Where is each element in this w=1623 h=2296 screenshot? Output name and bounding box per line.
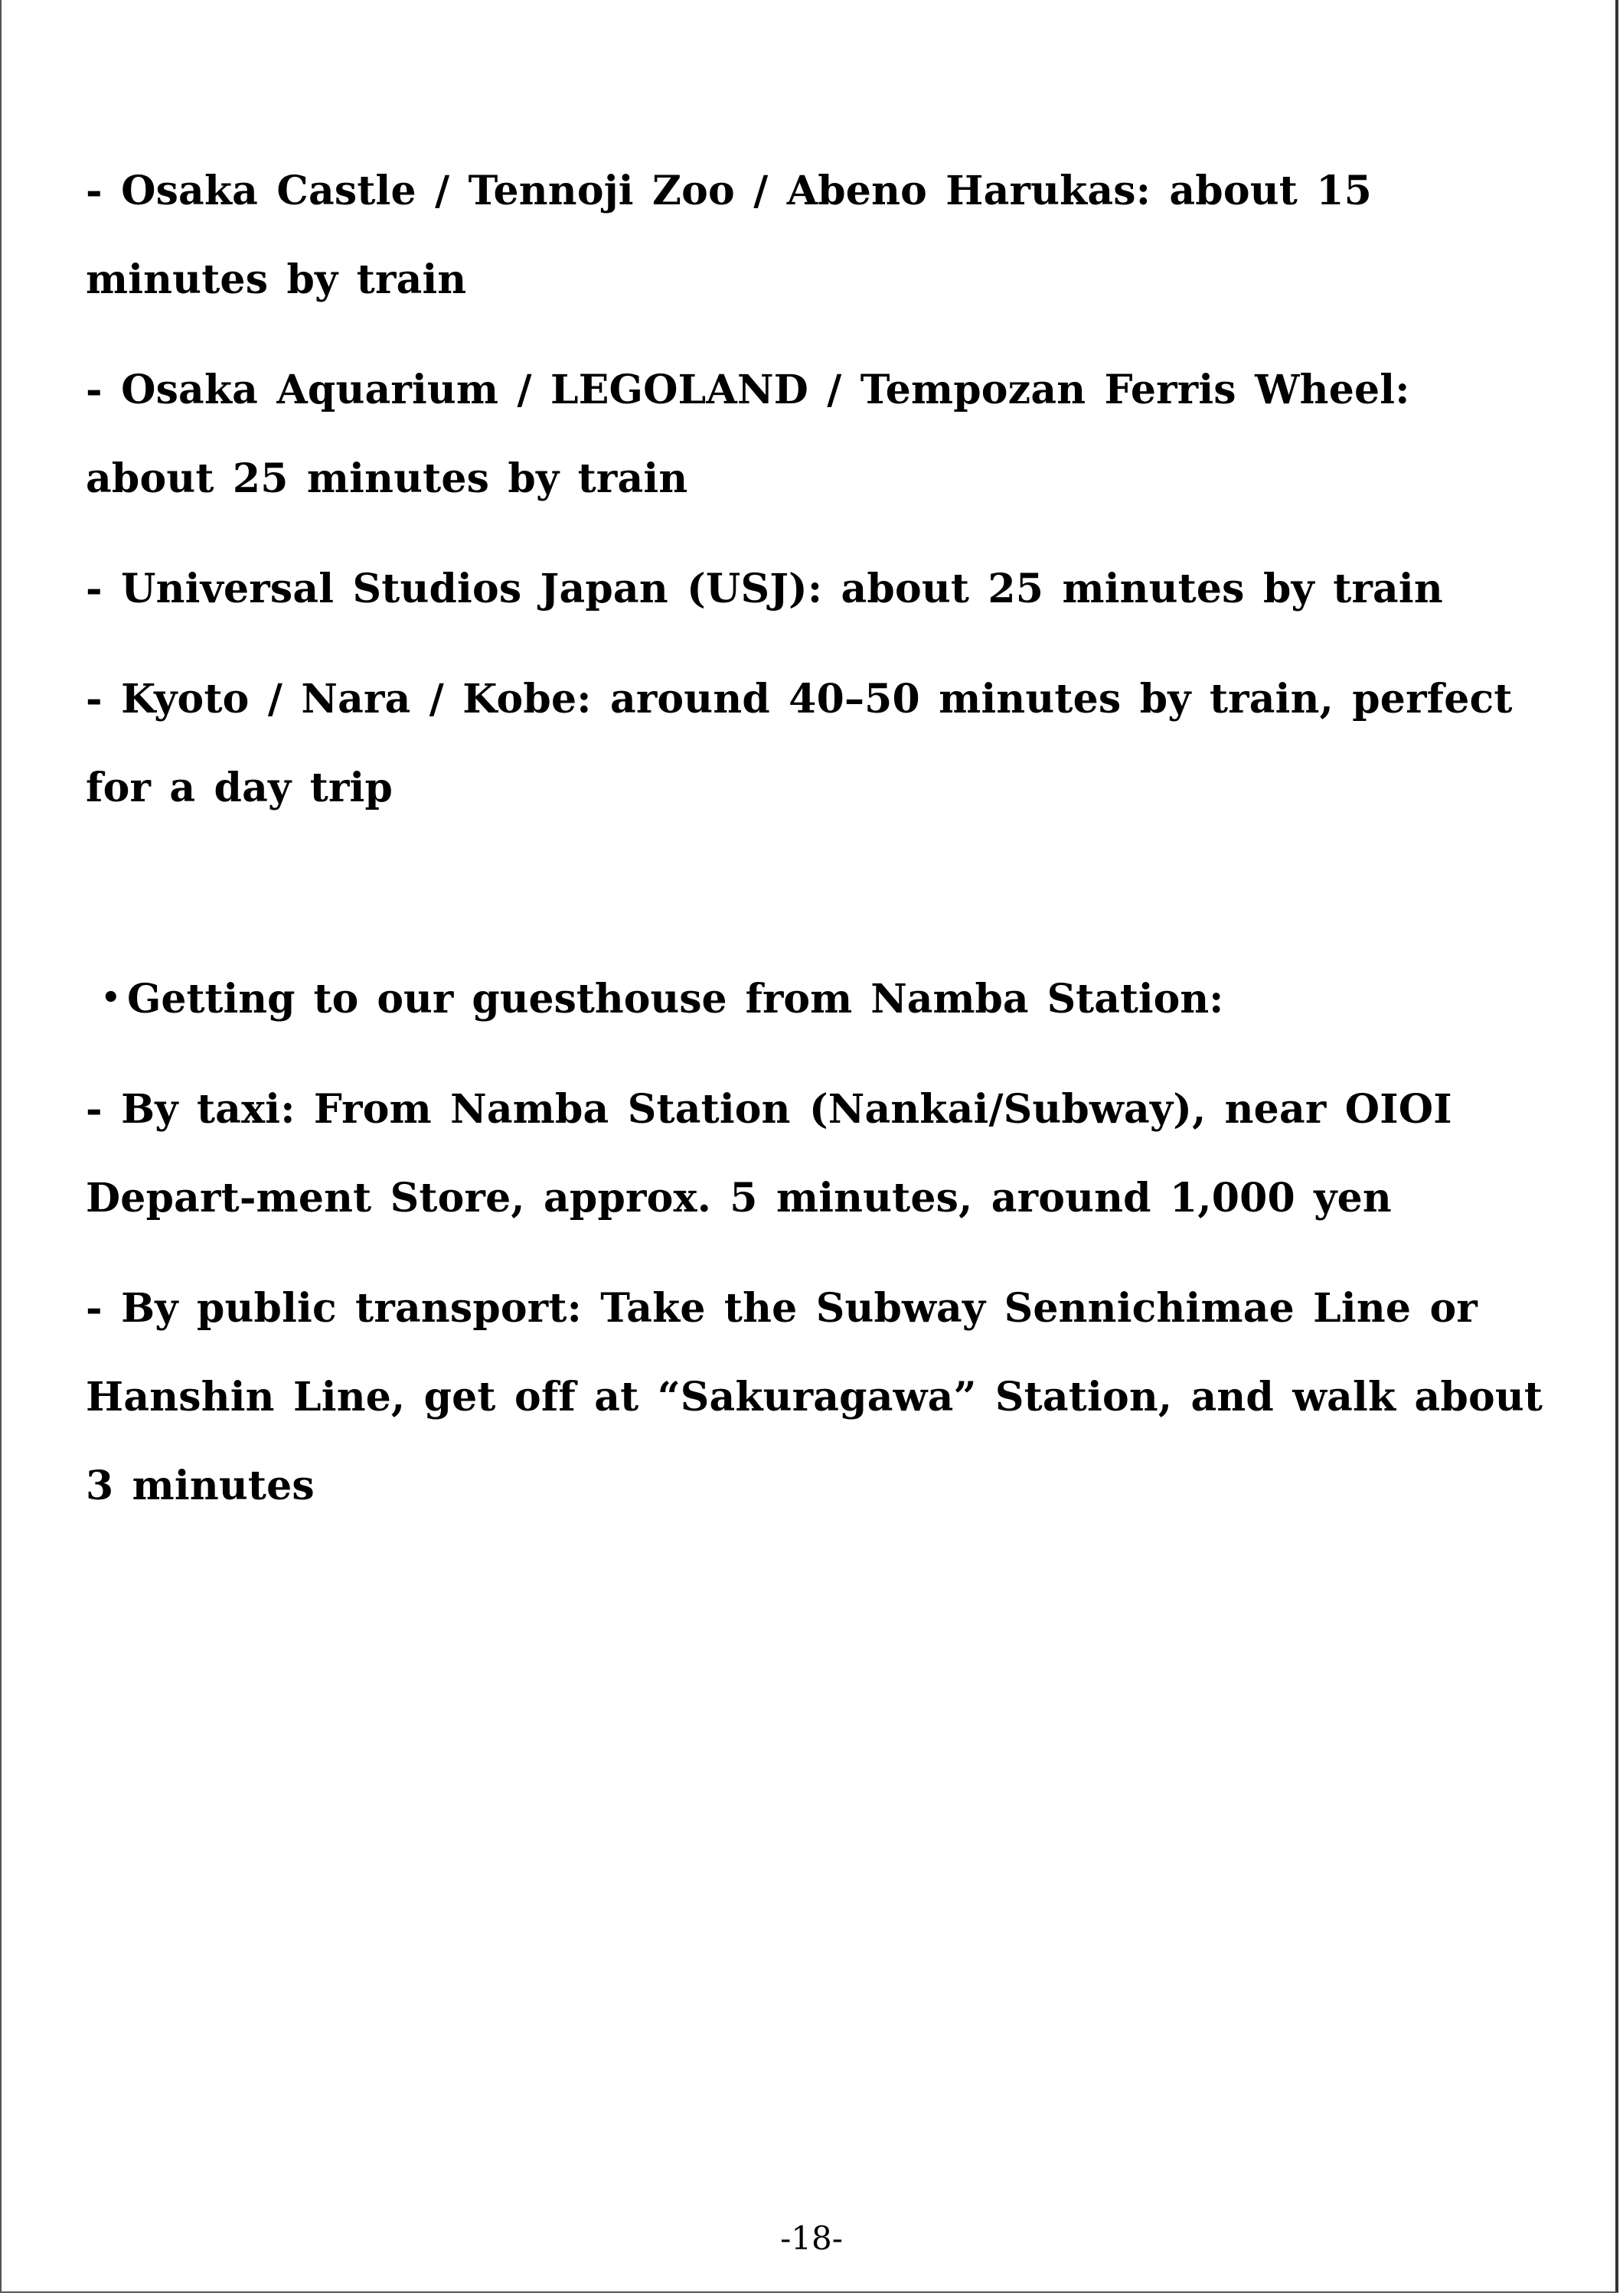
list-item-osaka-castle: - Osaka Castle / Tennoji Zoo / Abeno Harukas: about 15 minutes by train: [86, 168, 1373, 303]
bullet-icon: •: [101, 980, 121, 1016]
page-content: [86, 147, 1556, 1552]
list-item-osaka-aquarium: - Osaka Aquarium / LEGOLAND / Tempozan Ferris Wheel: about 25 minutes by train: [86, 367, 1410, 502]
list-item-taxi: - By taxi: From Namba Station (Nankai/Subway), near OIOI Depart-ment Store, approx. 5 minutes, around 1,000 yen: [86, 1086, 1452, 1221]
list-item-usj: - Universal Studios Japan (USJ): about 25 minutes by train: [86, 566, 1443, 612]
list-item-kyoto-nara-kobe: - Kyoto / Nara / Kobe: around 40–50 minutes by train, perfect for a day trip: [86, 676, 1513, 811]
list-item-public-transport: - By public transport: Take the Subway Sennichimae Line or Hanshin Line, get off at “Sakuragawa” Station, and walk about 3 minutes: [86, 1285, 1543, 1509]
section-heading: [86, 954, 1556, 1044]
section-heading-text: Getting to our guesthouse from Namba Station:: [127, 976, 1224, 1022]
page-number: -18-: [780, 2219, 843, 2257]
section-spacer: [86, 854, 1556, 954]
